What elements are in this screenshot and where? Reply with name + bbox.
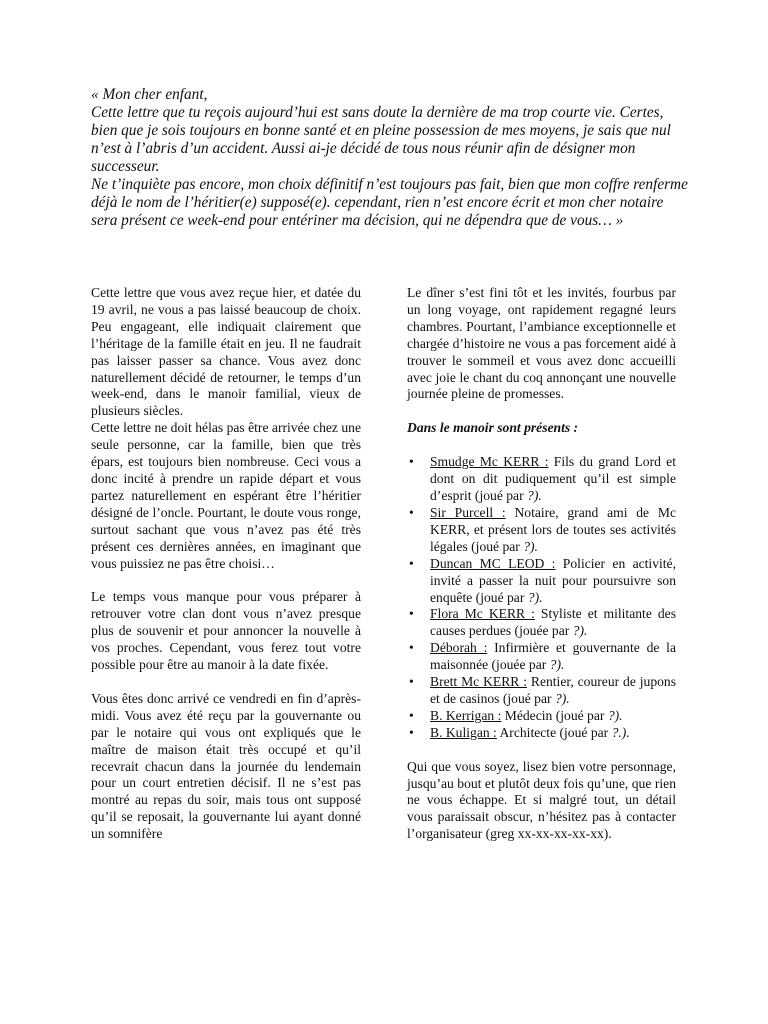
character-name: B. Kuligan : bbox=[430, 724, 497, 740]
paragraph: Le temps vous manque pour vous préparer à retrouver votre clan dont vous n’avez presque plus de souvenir et pour annoncer la nouvelle à vos proches. Cependant, vous ferez tout votre possible pour être au manoir à la date fixée. bbox=[91, 589, 361, 673]
character-name: Déborah : bbox=[430, 640, 488, 656]
cast-item bbox=[407, 606, 676, 640]
paragraph: Cette lettre ne doit hélas pas être arrivée chez une seule personne, car la famille, bien que très épars, est toujours bien nombreuse. Ceci vous a donc incité à prendre un rapide départ et vous partez naturellement en espérant être l’héritier désigné de l’oncle. Pourtant, le doute vous ronge, surtout sachant que vous n’avez pas été très présent ces dernières années, en imaginant que vous puissiez ne pas être choisi… bbox=[91, 420, 361, 571]
cast-item bbox=[407, 640, 676, 674]
character-description: Architecte (joué par bbox=[496, 724, 612, 740]
character-player: ?.). bbox=[611, 724, 630, 740]
cast-item bbox=[407, 674, 676, 708]
bullet-icon: • bbox=[409, 504, 414, 520]
character-player: ?). bbox=[554, 690, 570, 706]
character-description: Rentier, coureur de jupons et de casinos (joué par bbox=[430, 674, 677, 706]
spacer bbox=[407, 742, 676, 759]
character-player: ?). bbox=[523, 538, 538, 554]
bullet-icon: • bbox=[409, 724, 414, 740]
right-column bbox=[407, 285, 676, 843]
spacer bbox=[91, 674, 361, 691]
character-description: Styliste et militante des causes perdues (jouée par bbox=[430, 606, 676, 639]
spacer bbox=[91, 572, 361, 589]
paragraph: Qui que vous soyez, lisez bien votre personnage, jusqu’au bout et plutôt deux fois qu’une, que rien ne vous échappe. Et si malgré tout, un détail vous paraissait obscur, n’hésitez pas à contacter l’organisateur (greg xx-xx-xx-xx-xx). bbox=[407, 758, 676, 842]
bullet-icon: • bbox=[409, 674, 414, 690]
character-description: Notaire, grand ami de Mc KERR, et présent lors de toutes ses activités légales (joué par bbox=[430, 504, 676, 554]
cast-item bbox=[407, 708, 676, 725]
character-player: ?). bbox=[527, 589, 543, 605]
cast-item bbox=[407, 556, 676, 607]
character-player: ?). bbox=[607, 707, 623, 723]
character-player: ?). bbox=[527, 488, 542, 504]
left-column bbox=[91, 285, 361, 843]
cast-list bbox=[407, 454, 676, 741]
intro-salutation: « Mon cher enfant, bbox=[91, 86, 208, 103]
bullet-icon: • bbox=[409, 454, 414, 470]
cast-item bbox=[407, 454, 676, 505]
spacer bbox=[407, 437, 676, 454]
character-name: Brett Mc KERR : bbox=[430, 674, 527, 690]
bullet-icon: • bbox=[409, 606, 414, 622]
cast-item bbox=[407, 725, 676, 742]
spacer bbox=[407, 403, 676, 420]
character-description: Infirmière et gouvernante de la maisonnée (jouée par bbox=[430, 640, 676, 673]
intro-paragraph: Ne t’inquiète pas encore, mon choix définitif n’est toujours pas fait, bien que mon coffre renferme déjà le nom de l’héritier(e) supposé(e). cependant, rien n’est encore écrit et mon cher notaire sera présent ce week-end pour entériner ma décision, qui ne dépendra que de vous… » bbox=[91, 176, 688, 229]
bullet-icon: • bbox=[409, 640, 414, 656]
cast-heading: Dans le manoir sont présents : bbox=[407, 420, 579, 436]
character-description: Fils du grand Lord et dont on dit pudiquement qu’il est simple d’esprit (joué par bbox=[430, 454, 676, 504]
bullet-icon: • bbox=[409, 707, 414, 723]
character-player: ?). bbox=[572, 623, 588, 639]
paragraph: Cette lettre que vous avez reçue hier, et datée du 19 avril, ne vous a pas laissé beaucoup de choix. Peu engageant, elle indiquait clairement que l’héritage de la famille était en jeu. Il ne faudrait pas laisser passer sa chance. Vous avez donc naturellement décidé de retourner, le temps d’un week-end, dans le manoir familial, vieux de plusieurs siècles. bbox=[91, 285, 361, 419]
paragraph: Le dîner s’est fini tôt et les invités, fourbus par un long voyage, ont rapidement regagné leurs chambres. Pourtant, l’ambiance exceptionnelle et chargée d’histoire ne vous a pas forcement aidé à trouver le sommeil et vous avez donc accueilli avec joie le chant du coq annonçant une nouvelle journée pleine de promesses. bbox=[407, 285, 676, 402]
intro-paragraph: Cette lettre que tu reçois aujourd’hui est sans doute la dernière de ma trop courte vie. Certes, bien que je sois toujours en bonne santé et en pleine possession de mes moyens, je sais que nul n’est à l’abris d’un accident. Aussi ai-je décidé de tous nous réunir afin de désigner mon successeur. bbox=[91, 104, 671, 175]
cast-item bbox=[407, 505, 676, 556]
intro-letter bbox=[91, 86, 691, 230]
character-name: Duncan MC LEOD : bbox=[430, 555, 556, 571]
character-player: ?). bbox=[549, 657, 565, 673]
paragraph: Vous êtes donc arrivé ce vendredi en fin d’après-midi. Vous avez été reçu par la gouvernante ou par le notaire qui vous ont expliqués que le maître de maison était très occupé et qu’il recevrait chacun dans la journée du lendemain pour un court entretien décisif. Il ne s’est pas montré au repas du soir, mais tous ont supposé qu’il se reposait, la gouvernante lui ayant donné un somnifère bbox=[91, 690, 361, 842]
character-description: Policier en activité, invité a passer la nuit pour poursuivre son enquête (joué par bbox=[430, 555, 676, 605]
character-name: Sir Purcell : bbox=[430, 504, 506, 520]
character-name: Smudge Mc KERR : bbox=[430, 454, 549, 470]
bullet-icon: • bbox=[409, 555, 414, 571]
character-name: B. Kerrigan : bbox=[430, 707, 502, 723]
character-description: Médecin (joué par bbox=[501, 707, 608, 723]
character-name: Flora Mc KERR : bbox=[430, 606, 535, 622]
